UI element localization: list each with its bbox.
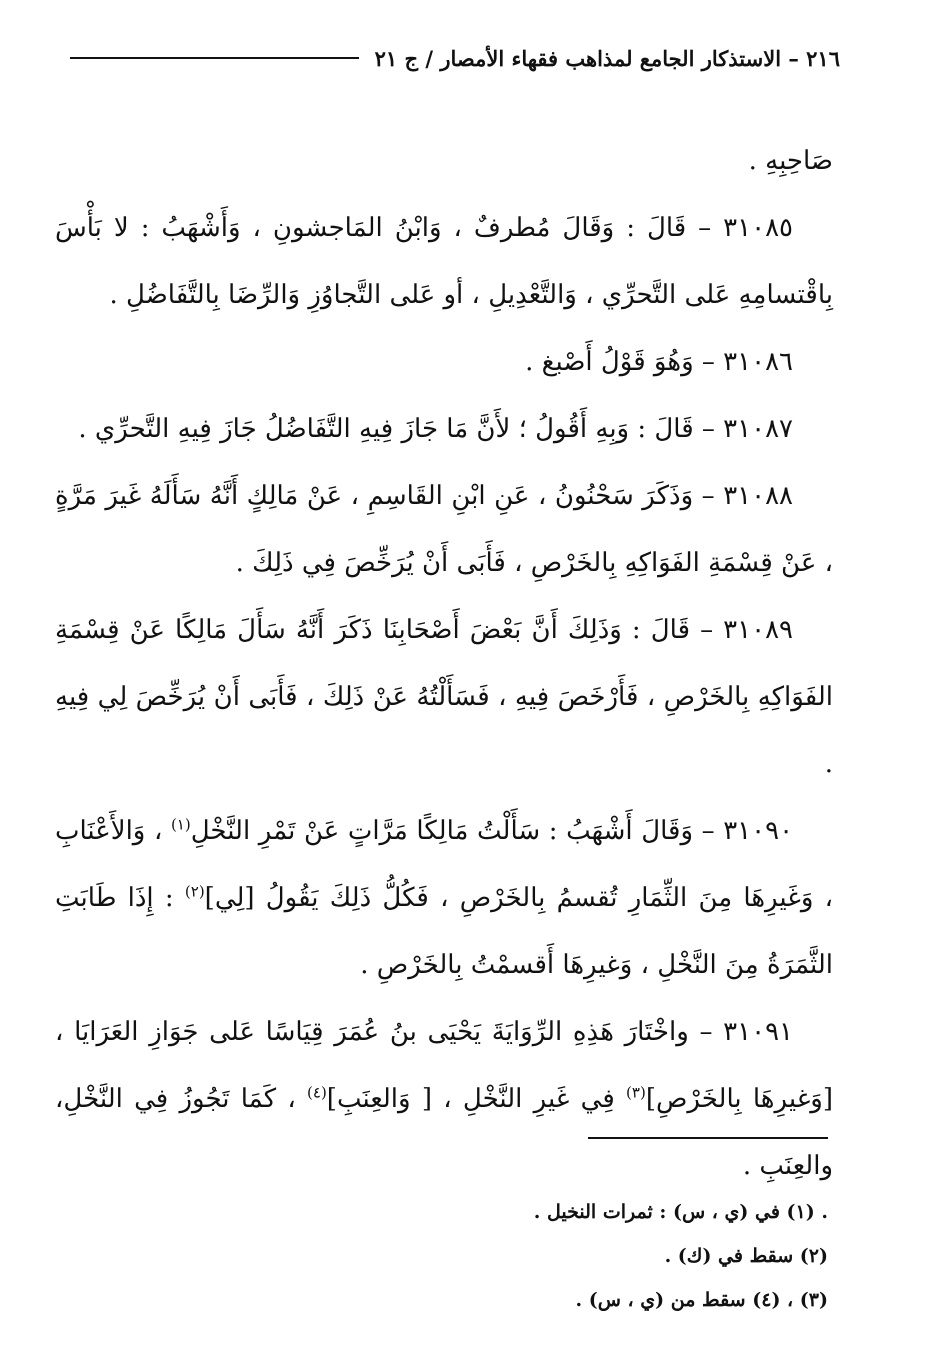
running-header bbox=[70, 38, 840, 78]
paragraph-text: – قَالَ : وَبِهِ أَقُولُ ؛ لأَنَّ مَا جَازَ فِيهِ التَّفَاضُلُ جَازَ فِيهِ التَّحرِّي . bbox=[78, 414, 715, 444]
paragraph-number: ٣١٠٨٧ bbox=[723, 414, 793, 444]
paragraph-text: صَاحِبِهِ . bbox=[748, 146, 833, 176]
paragraph-text: : إِذَا طَابَتِ الثَّمَرَةُ مِنَ النَّخْلِ ، وَغيرِهَا أَقسمْتُ بِالخَرْصِ . bbox=[55, 883, 833, 980]
footnote-2: (٢) سقط في (ك) . bbox=[664, 1245, 828, 1267]
paragraph-text: – قَالَ : وَقَالَ مُطرفٌ ، وَابْنُ المَاجشونِ ، وَأَشْهَبُ : لا بَأْسَ بِاقْتسامِهِ عَلى التَّحرِّي ، وَالتَّعْدِيلِ ، أو عَلى التَّجاوُزِ وَالرِّضَا بِالتَّفَاضُلِ . bbox=[55, 213, 833, 310]
paragraph-number: ٣١٠٩٠ bbox=[723, 816, 794, 846]
paragraph-number: ٣١٠٩١ bbox=[723, 1017, 793, 1047]
paragraph-text: – وَقَالَ أَشْهَبُ : سَأَلْتُ مَالِكًا مَرَّاتٍ عَنْ تَمْرِ النَّخْلِ bbox=[190, 816, 715, 846]
paragraph-text: ، وَالأَعْنَابِ ، وَغَيرِهَا مِنَ الثِّمَارِ تُقسمُ بِالخَرْصِ ، فَكُلُّ ذَلِكَ يَقُولُ [لِي] bbox=[55, 816, 834, 913]
footnote-ref[interactable]: (٤) bbox=[307, 1083, 327, 1102]
footnote-1: . (١) في (ي ، س) : ثمرات النخيل . bbox=[533, 1201, 828, 1223]
paragraph-text: – واخْتَارَ هَذِهِ الرِّوَايَةَ يَحْيَى بنُ عُمَرَ قِيَاسًا عَلى جَوَازِ العَرَايَا ، [وَغيرِهَا بِالخَرْصِ] bbox=[55, 1017, 833, 1114]
paragraph-31085 bbox=[55, 195, 833, 329]
paragraph-number: ٣١٠٨٦ bbox=[723, 347, 793, 377]
paragraph-31087 bbox=[55, 396, 833, 463]
paragraph-text: ، كَمَا تَجُوزُ فِي النَّخْلِ، والعِنَبِ . bbox=[55, 1084, 833, 1181]
paragraph-number: ٣١٠٨٥ bbox=[723, 213, 793, 243]
paragraph-number: ٣١٠٨٩ bbox=[723, 615, 793, 645]
paragraph-text: – قَالَ : وَذَلِكَ أَنَّ بَعْضَ أَصْحَابِنَا ذَكَرَ أَنَّهُ سَأَلَ مَالِكًا عَنْ قِسْمَةِ الفَوَاكِهِ بِالخَرْصِ ، فَأَرْخَصَ فِيهِ ، فَسَأَلْتُهُ عَنْ ذَلِكَ ، فَأَبَى أَنْ يُرَخِّصَ لِي فِيهِ . bbox=[55, 615, 833, 779]
footnote-separator bbox=[588, 1137, 828, 1139]
footnotes bbox=[300, 1190, 828, 1322]
paragraph-text: – وَذَكَرَ سَحْنُونُ ، عَنِ ابْنِ القَاسِمِ ، عَنْ مَالِكٍ أَنَّهُ سَأَلَهُ غَيرَ مَرَّةٍ ، عَنْ قِسْمَةِ الفَوَاكِهِ بِالخَرْصِ ، فَأَبَى أَنْ يُرَخِّصَ فِي ذَلِكَ . bbox=[55, 481, 833, 578]
footnote-ref[interactable]: (٢) bbox=[184, 882, 205, 901]
paragraph-31090 bbox=[55, 798, 833, 999]
footnote-3-4: (٣) ، (٤) سقط من (ي ، س) . bbox=[575, 1289, 828, 1311]
header-rule bbox=[70, 57, 359, 59]
paragraph-31089 bbox=[55, 597, 833, 798]
footnote-ref[interactable]: (٣) bbox=[626, 1083, 646, 1102]
main-text bbox=[55, 128, 833, 1200]
paragraph-31088 bbox=[55, 463, 833, 597]
footnote-ref[interactable]: (١) bbox=[170, 815, 191, 834]
paragraph-number: ٣١٠٨٨ bbox=[723, 481, 794, 511]
paragraph-0 bbox=[55, 128, 833, 195]
header-text: ٢١٦ – الاستذكار الجامع لمذاهب فقهاء الأمصار / ج ٢١ bbox=[374, 45, 840, 71]
paragraph-31086 bbox=[55, 329, 833, 396]
paragraph-text: فِي غَيرِ النَّخْلِ ، [ وَالعِنَبِ] bbox=[326, 1084, 615, 1114]
paragraph-31091 bbox=[55, 999, 833, 1200]
paragraph-text: – وَهُوَ قَوْلُ أَصْبغ . bbox=[525, 347, 715, 377]
